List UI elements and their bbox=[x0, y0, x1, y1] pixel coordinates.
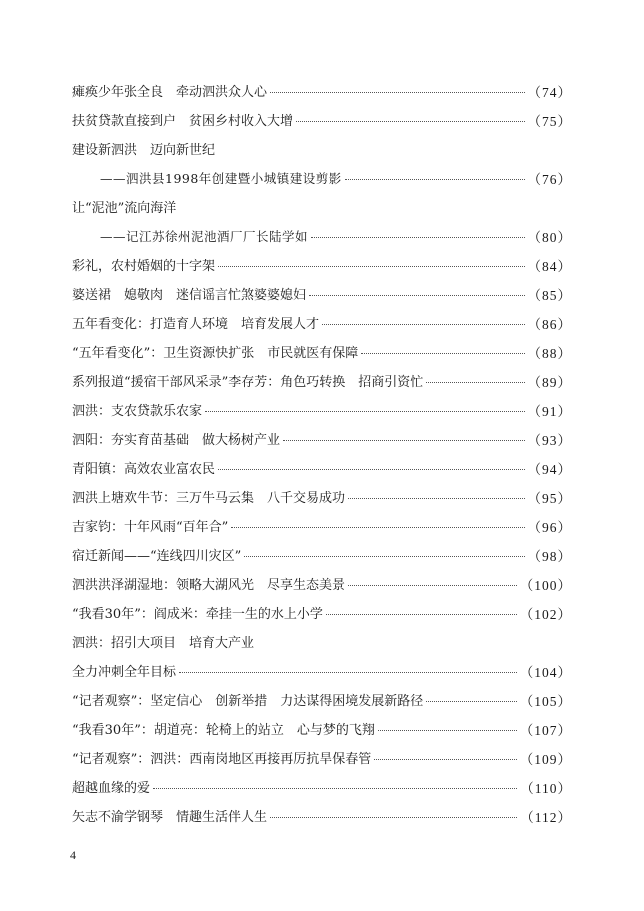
toc-entry-title: “我看30年”：胡道亮：轮椅上的站立 心与梦的飞翔 bbox=[72, 723, 375, 738]
dot-leader bbox=[345, 179, 525, 180]
toc-entry-title: 泗洪上塘欢牛节：三万牛马云集 八千交易成功 bbox=[72, 491, 346, 506]
toc-entry-title: 让“泥池”流向海洋 bbox=[72, 201, 177, 216]
toc-page-number: （107） bbox=[519, 722, 572, 738]
dot-leader bbox=[361, 353, 524, 354]
toc-entry bbox=[72, 569, 572, 598]
toc-entry bbox=[72, 714, 572, 743]
toc-entry bbox=[72, 482, 572, 511]
toc-page-number: （88） bbox=[527, 345, 572, 361]
dot-leader bbox=[205, 411, 524, 412]
toc-entry-title: “记者观察”：坚定信心 创新举措 力达谋得困境发展新路径 bbox=[72, 694, 424, 709]
toc-page-number: （86） bbox=[527, 316, 572, 332]
toc-entry-title: “记者观察”：泗洪：西南岗地区再接再厉抗旱保春管 bbox=[72, 752, 372, 767]
dot-leader bbox=[426, 701, 516, 702]
toc-entry-title: 超越血缘的爱 bbox=[72, 781, 151, 796]
toc-entry-title: 宿迁新闻——“连线四川灾区” bbox=[72, 549, 242, 564]
toc-entry bbox=[72, 76, 572, 105]
dot-leader bbox=[231, 527, 524, 528]
toc-entry-title: 泗洪：招引大项目 培育大产业 bbox=[72, 636, 255, 651]
dot-leader bbox=[296, 121, 524, 122]
toc-subtitle-row bbox=[72, 163, 572, 192]
table-of-contents bbox=[72, 76, 572, 830]
dot-leader bbox=[311, 237, 524, 238]
toc-entry bbox=[72, 743, 572, 772]
dot-leader bbox=[244, 556, 524, 557]
toc-entry-title: 吉家钧：十年风雨“百年合” bbox=[72, 520, 229, 535]
toc-entry bbox=[72, 772, 572, 801]
toc-entry-title: 青阳镇：高效农业富农民 bbox=[72, 462, 216, 477]
toc-entry-title: 彩礼，农村婚姻的十字架 bbox=[72, 259, 216, 274]
toc-entry-title: 系列报道“援宿干部风采录”李存芳：角色巧转换 招商引资忙 bbox=[72, 375, 424, 390]
dot-leader bbox=[270, 92, 524, 93]
dot-leader bbox=[426, 382, 524, 383]
toc-entry-title: 扶贫贷款直接到户 贫困乡村收入大增 bbox=[72, 114, 294, 129]
toc-page-number: （110） bbox=[520, 780, 572, 796]
toc-entry bbox=[72, 308, 572, 337]
toc-entry bbox=[72, 424, 572, 453]
toc-page-number: （93） bbox=[527, 432, 572, 448]
toc-entry bbox=[72, 656, 572, 685]
toc-entry bbox=[72, 395, 572, 424]
dot-leader bbox=[270, 817, 517, 818]
dot-leader bbox=[179, 672, 517, 673]
toc-page-number: （75） bbox=[527, 113, 572, 129]
toc-entry bbox=[72, 337, 572, 366]
toc-entry bbox=[72, 279, 572, 308]
dot-leader bbox=[218, 266, 524, 267]
toc-entry bbox=[72, 540, 572, 569]
toc-page-number: （104） bbox=[519, 664, 572, 680]
toc-page-number: （96） bbox=[527, 519, 572, 535]
toc-page-number: （89） bbox=[527, 374, 572, 390]
toc-entry bbox=[72, 366, 572, 395]
toc-entry-title: 婆送裙 媳敬肉 迷信谣言忙煞婆婆媳妇 bbox=[72, 288, 307, 303]
page-number: 4 bbox=[70, 848, 76, 862]
dot-leader bbox=[326, 614, 517, 615]
dot-leader bbox=[322, 324, 524, 325]
toc-page-number: （74） bbox=[527, 84, 572, 100]
toc-entry-title: 建设新泗洪 迈向新世纪 bbox=[72, 143, 216, 158]
dot-leader bbox=[218, 469, 524, 470]
toc-page-number: （95） bbox=[527, 490, 572, 506]
toc-page-number: （105） bbox=[519, 693, 572, 709]
toc-entry bbox=[72, 801, 572, 830]
toc-entry-title: 瘫痪少年张全良 牵动泗洪众人心 bbox=[72, 85, 268, 100]
dot-leader bbox=[374, 759, 516, 760]
toc-entry bbox=[72, 685, 572, 714]
toc-entry bbox=[72, 192, 572, 221]
dot-leader bbox=[348, 585, 517, 586]
toc-entry-title: 泗阳：夯实育苗基础 做大杨树产业 bbox=[72, 433, 281, 448]
toc-subtitle-row bbox=[72, 221, 572, 250]
toc-entry bbox=[72, 134, 572, 163]
toc-entry-title: ——记江苏徐州泥池酒厂厂长陆学如 bbox=[100, 228, 309, 244]
toc-entry bbox=[72, 250, 572, 279]
toc-entry bbox=[72, 598, 572, 627]
toc-page-number: （112） bbox=[520, 809, 572, 825]
toc-page-number: （102） bbox=[519, 606, 572, 622]
dot-leader bbox=[153, 788, 517, 789]
toc-page-number: （76） bbox=[527, 171, 572, 187]
toc-entry-title: “五年看变化”：卫生资源快扩张 市民就医有保障 bbox=[72, 346, 359, 361]
toc-entry-title: “我看30年”：阎成米：牵挂一生的水上小学 bbox=[72, 607, 323, 622]
dot-leader bbox=[283, 440, 524, 441]
dot-leader bbox=[348, 498, 524, 499]
toc-entry-title: 矢志不渝学钢琴 情趣生活伴人生 bbox=[72, 810, 268, 825]
toc-entry-title: 全力冲刺全年目标 bbox=[72, 665, 177, 680]
toc-page-number: （100） bbox=[519, 577, 572, 593]
toc-page-number: （98） bbox=[527, 548, 572, 564]
toc-entry bbox=[72, 105, 572, 134]
toc-entry-title: 泗洪洪泽湖湿地：领略大湖风光 尽享生态美景 bbox=[72, 578, 346, 593]
dot-leader bbox=[378, 730, 517, 731]
toc-entry bbox=[72, 453, 572, 482]
toc-page-number: （84） bbox=[527, 258, 572, 274]
toc-entry bbox=[72, 511, 572, 540]
toc-page-number: （85） bbox=[527, 287, 572, 303]
toc-entry-title: ——泗洪县1998年创建暨小城镇建设剪影 bbox=[100, 170, 342, 186]
toc-page-number: （80） bbox=[527, 229, 572, 245]
toc-entry bbox=[72, 627, 572, 656]
toc-page-number: （109） bbox=[519, 751, 572, 767]
toc-page-number: （91） bbox=[527, 403, 572, 419]
toc-page-number: （94） bbox=[527, 461, 572, 477]
dot-leader bbox=[309, 295, 524, 296]
toc-entry-title: 五年看变化：打造育人环境 培育发展人才 bbox=[72, 317, 320, 332]
toc-entry-title: 泗洪：支农贷款乐农家 bbox=[72, 404, 203, 419]
